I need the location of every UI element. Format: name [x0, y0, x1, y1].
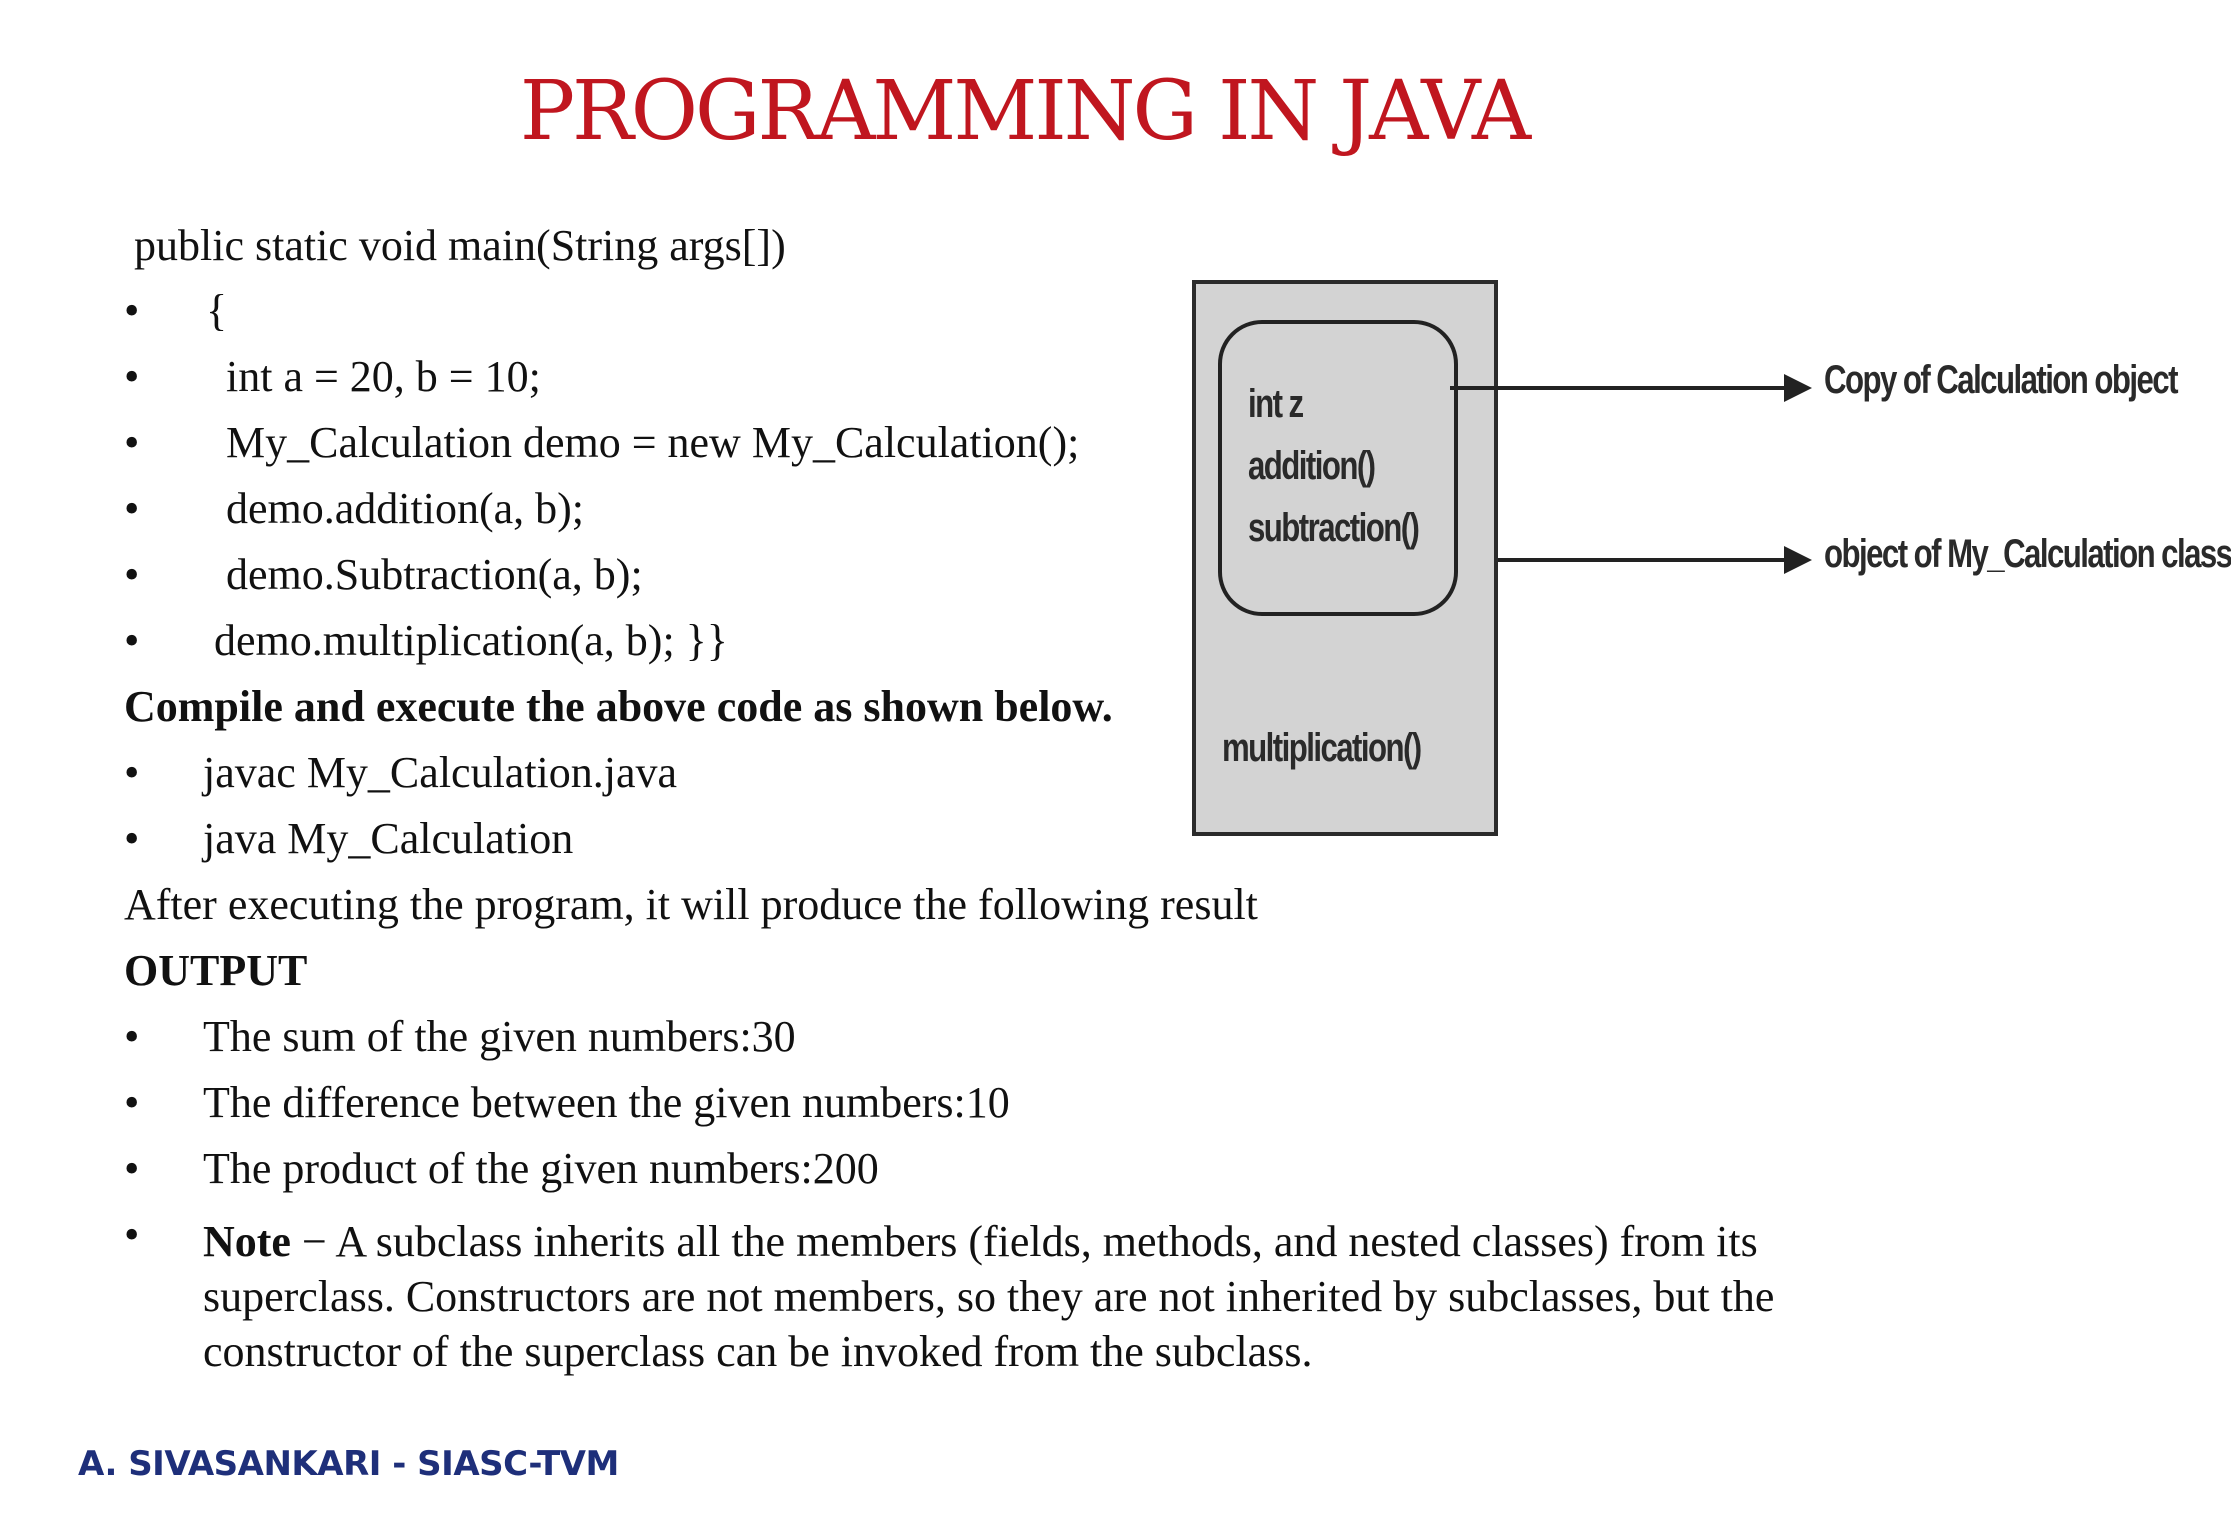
bullet: • [124, 484, 140, 533]
diagram-label: subtraction() [1248, 506, 1419, 550]
bullet: • [124, 418, 140, 467]
bullet: • [124, 1210, 140, 1259]
compile-command: java My_Calculation [203, 814, 574, 863]
note-paragraph [203, 1214, 1863, 1379]
bullet: • [124, 1078, 140, 1127]
code-line: { [206, 286, 228, 335]
compile-heading: Compile and execute the above code as shown below. [124, 682, 1113, 731]
arrow-label: object of My_Calculation class [1824, 532, 2231, 576]
bullet: • [124, 616, 140, 665]
code-line: demo.Subtraction(a, b); [226, 550, 643, 599]
arrow-label: Copy of Calculation object [1824, 358, 2177, 402]
code-line: int a = 20, b = 10; [226, 352, 541, 401]
bullet: • [124, 814, 140, 863]
bullet: • [124, 352, 140, 401]
result-intro: After executing the program, it will produce the following result [124, 880, 1258, 929]
output-line: The sum of the given numbers:30 [203, 1012, 796, 1061]
code-line: demo.addition(a, b); [226, 484, 585, 533]
arrow-line [1450, 386, 1788, 390]
slide-title: PROGRAMMING IN JAVA [519, 64, 1529, 159]
bullet: • [124, 550, 140, 599]
code-header: public static void main(String args[]) [134, 221, 786, 270]
object-outer-box [1192, 280, 1498, 836]
diagram-label: int z [1248, 382, 1303, 426]
output-heading: OUTPUT [124, 946, 308, 995]
code-line: My_Calculation demo = new My_Calculation(); [226, 418, 1080, 467]
code-line: demo.multiplication(a, b); }} [214, 616, 728, 665]
compile-command: javac My_Calculation.java [203, 748, 678, 797]
note-text: − A subclass inherits all the members (fields, methods, and nested classes) from its superclass. Constructors are not members, so they are not inherited by subclasses, but the constructor of the superclass can be invoked from the subclass. [203, 1217, 1775, 1376]
object-diagram [1180, 276, 2231, 846]
output-line: The difference between the given numbers:10 [203, 1078, 1010, 1127]
bullet: • [124, 1144, 140, 1193]
arrow-line [1498, 558, 1788, 562]
footer-author: A. SIVASANKARI - SIASC-TVM [78, 1444, 619, 1484]
bullet: • [124, 1012, 140, 1061]
bullet: • [124, 748, 140, 797]
diagram-label: addition() [1248, 444, 1375, 488]
bullet: • [124, 286, 140, 335]
output-line: The product of the given numbers:200 [203, 1144, 879, 1193]
arrow-head-icon [1784, 374, 1812, 402]
object-inner-box [1218, 320, 1458, 616]
diagram-label: multiplication() [1222, 726, 1421, 770]
arrow-head-icon [1784, 546, 1812, 574]
note-label: Note [203, 1217, 291, 1266]
